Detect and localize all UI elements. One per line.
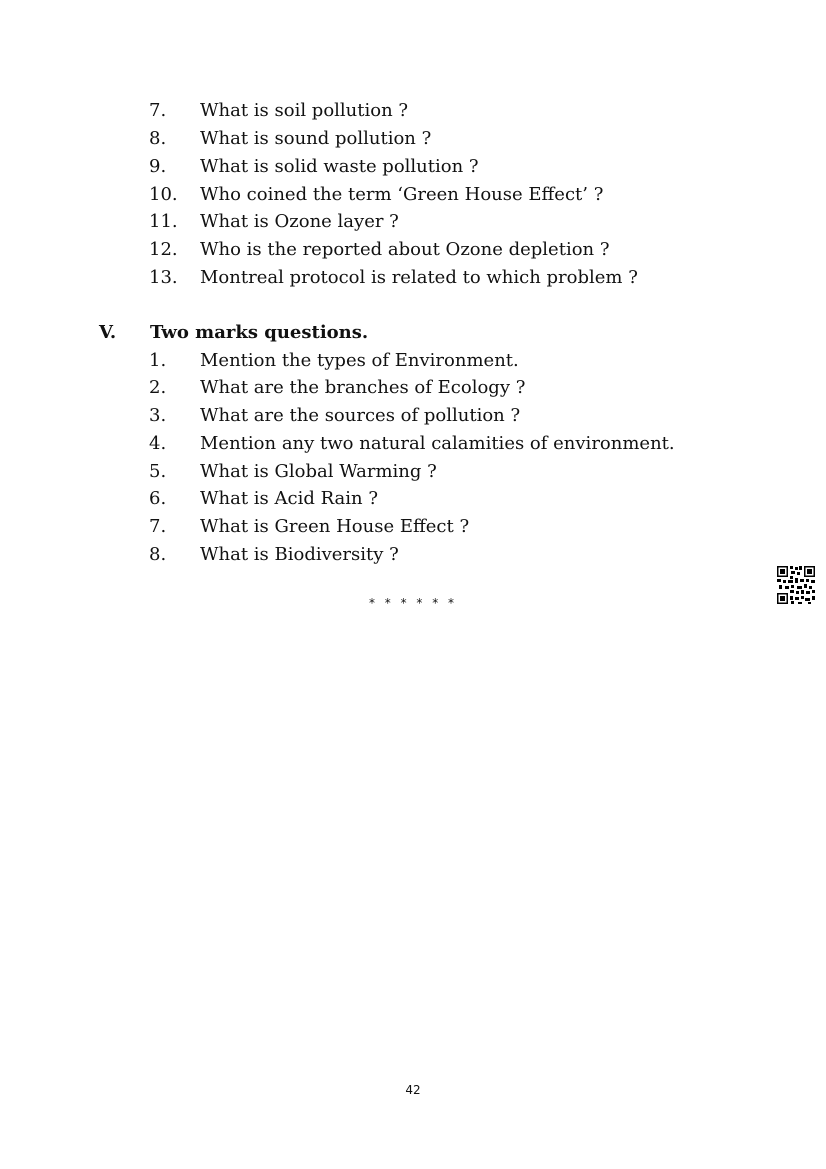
question-number: 8. (149, 544, 167, 565)
question-text: Montreal protocol is related to which problem ? (200, 267, 638, 288)
section-end-mark: * * * * * * (368, 596, 458, 610)
question-number: 7. (149, 516, 167, 537)
question-number: 10. (149, 184, 178, 205)
question-number: 8. (149, 128, 167, 149)
question-text: What is solid waste pollution ? (200, 156, 479, 177)
question-number: 4. (149, 433, 167, 454)
section-title: Two marks questions. (150, 322, 369, 343)
question-text: What are the branches of Ecology ? (200, 377, 526, 398)
question-text: What is Biodiversity ? (200, 544, 399, 565)
question-number: 11. (149, 211, 178, 232)
question-text: Who coined the term ‘Green House Effect’ ? (200, 184, 604, 205)
question-text: Who is the reported about Ozone depletion ? (200, 239, 610, 260)
question-number: 2. (149, 377, 167, 398)
question-text: Mention the types of Environment. (200, 350, 519, 371)
question-number: 3. (149, 405, 167, 426)
question-text: What is Green House Effect ? (200, 516, 470, 537)
page-number: 42 (405, 1083, 421, 1097)
question-text: What is soil pollution ? (200, 100, 409, 121)
question-text: What is Global Warming ? (200, 461, 437, 482)
question-text: What is sound pollution ? (200, 128, 432, 149)
question-text: What is Ozone layer ? (200, 211, 399, 232)
question-text: What is Acid Rain ? (200, 488, 378, 509)
question-number: 5. (149, 461, 167, 482)
question-number: 7. (149, 100, 167, 121)
section-number: V. (99, 322, 117, 343)
question-text: Mention any two natural calamities of environment. (200, 433, 675, 454)
question-text: What are the sources of pollution ? (200, 405, 521, 426)
question-number: 1. (149, 350, 167, 371)
question-number: 6. (149, 488, 167, 509)
question-number: 12. (149, 239, 178, 260)
question-number: 9. (149, 156, 167, 177)
question-number: 13. (149, 267, 178, 288)
